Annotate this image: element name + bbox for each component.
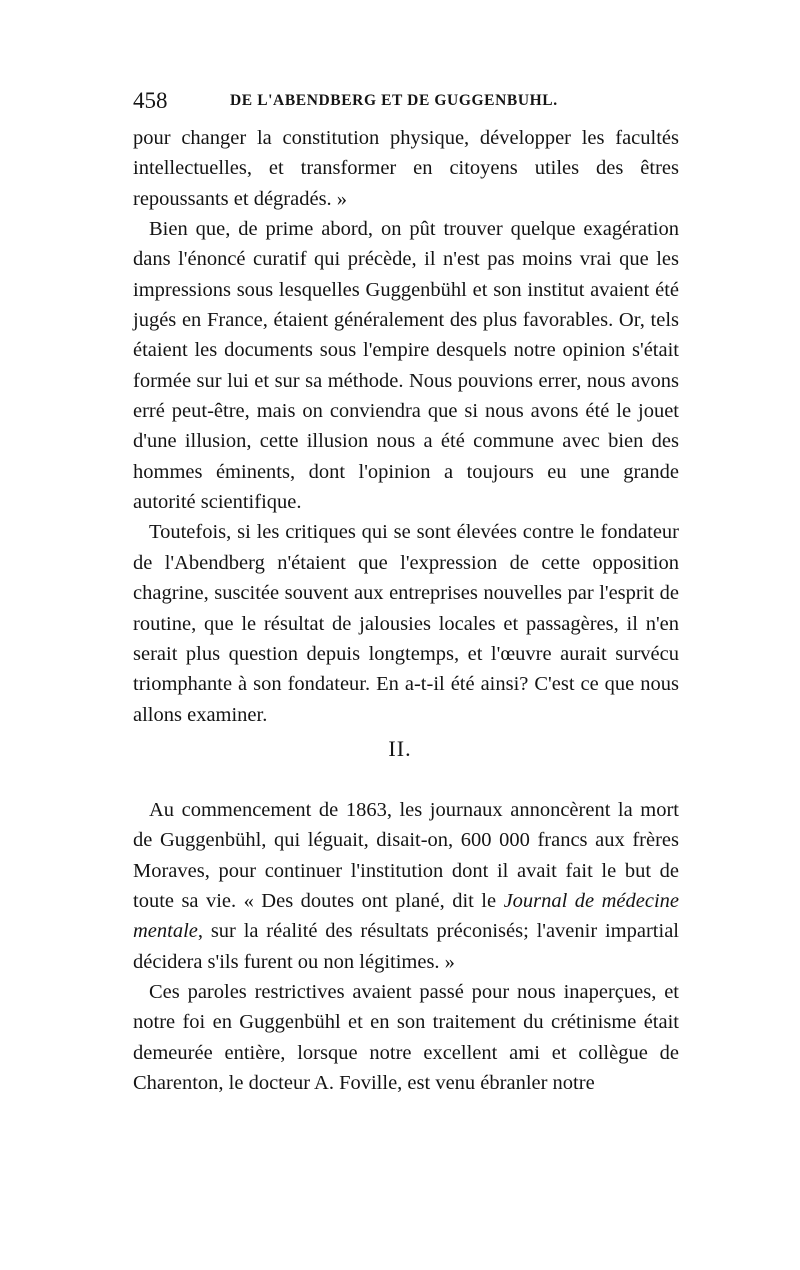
page-header [133, 88, 688, 118]
paragraph-text: , sur la réalité des résultats préconisés; l'avenir impartial décidera s'ils furent ou non légitimes. » [133, 920, 679, 973]
paragraph: Bien que, de prime abord, on pût trouver quelque exagération dans l'énoncé curatif qui précède, il n'est pas moins vrai que les impressions sous lesquelles Guggenbühl et son institut avaient été jugés en France, étaient généralement des plus favorables. Or, tels étaient les documents sous l'empire desquels notre opinion s'était formée sur lui et sur sa méthode. Nous pouvions errer, nous avons erré peut-être, mais on conviendra que si nous avons été le jouet d'une illusion, cette illusion nous a été commune avec bien des hommes éminents, dont l'opinion a toujours eu une grande autorité scientifique. [133, 218, 679, 514]
paragraph-text: Au commencement de 1863, les journaux annoncèrent la mort de Guggenbühl, qui léguait, disait-on, 600 000 francs aux frères Moraves, pour continuer l'institution dont il avait fait le but de toute sa vie. « Des doutes ont plané, dit le [133, 799, 679, 913]
paragraph: Ces paroles restrictives avaient passé pour nous inaperçues, et notre foi en Guggenbühl et en son traitement du crétinisme était demeurée entière, lorsque notre excellent ami et collègue de Charenton, le docteur A. Foville, est venu ébranler notre [133, 981, 679, 1095]
page-number: 458 [133, 88, 168, 113]
paragraph [133, 795, 679, 977]
paragraph: Toutefois, si les critiques qui se sont élevées contre le fondateur de l'Abendberg n'étaient que l'expression de cette opposition chagrine, suscitée souvent aux entreprises nouvelles par l'esprit de routine, que le résultat de jalousies locales et passagères, il n'en serait plus question depuis longtemps, et l'œuvre aurait survécu triomphante à son fondateur. En a-t-il été ainsi? C'est ce que nous allons examiner. [133, 521, 679, 726]
section-heading: II. [388, 736, 412, 761]
journal-title: Journal de médecine mentale [133, 890, 679, 943]
running-title: DE L'ABENDBERG ET DE GUGGENBUHL. [230, 92, 558, 109]
section-2-text [133, 795, 679, 1098]
section-1-text [133, 123, 679, 730]
paragraph: pour changer la constitution physique, développer les facultés intellectuelles, et transformer en citoyens utiles des êtres repoussants et dégradés. » [133, 127, 679, 210]
